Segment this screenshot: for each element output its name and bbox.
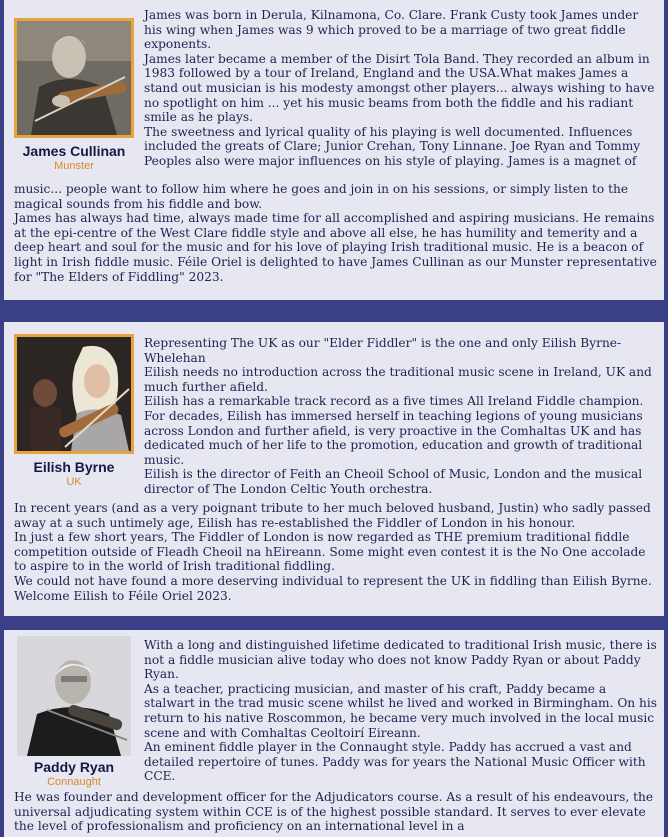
portrait-image [17, 636, 131, 756]
musician-panel-james [4, 0, 664, 300]
bio-paragraph: James has always had time, always made time for all accomplished and aspiring musicians. He remains at the epi-centre of the West Clare fiddle style and above all else, he has humility and temerity and a deep heart and soul for the music and for his love of playing Irish traditional music. He is a beacon of light in Irish fiddle music. Féile Oriel is delighted to have James Cullinan as our Munster representative for "The Elders of Fiddling" 2023. [14, 211, 657, 284]
bio-paragraph: He was founder and development officer for the Adjudicators course. As a result of his endeavours, the universal adjudicating system within CCE is of the highest possible standard. It serves to ever elevate the level of professionalism and proficiency on an international level in a [14, 790, 654, 834]
bio-paragraph: James was born in Derula, Kilnamona, Co. Clare. Frank Custy took James under his wing when James was 9 which proved to be a marriage of two great fiddle exponents. [144, 8, 639, 52]
bio-paragraph: As a teacher, practicing musician, and master of his craft, Paddy became a stalwart in the trad music scene whilst he lived and worked in Birmingham. On his return to his native Roscommon, he became very much involved in the local music scene and with Comhaltas Ceoltoirí Eireann. [144, 681, 658, 740]
bio-paragraph: We could not have found a more deserving individual to represent the UK in fiddling than Eilish Byrne. Welcome Eilish to Féile Oriel 2023. [14, 573, 652, 603]
bio-paragraph: James later became a member of the Disirt Tola Band. They recorded an album in 1983 followed by a tour of Ireland, England and the USA.What makes James a stand out musician is his modesty amongst other players... always wishing to have no spotlight on him ... yet his music beams from both the fiddle and his radiant smile as he plays. [144, 51, 655, 125]
bio-text-wrapped [144, 336, 658, 497]
portrait-photo [17, 636, 131, 756]
musician-name: James Cullinan [22, 143, 126, 159]
portrait-image [17, 21, 131, 135]
bio-text-wrapped [144, 638, 658, 784]
profile-block [14, 636, 134, 788]
bio-paragraph: Eilish is the director of Feith an Cheoil School of Music, London and the musical director of The London Celtic Youth orchestra. [144, 467, 643, 496]
profile-block [14, 334, 134, 488]
portrait-image [17, 337, 131, 451]
profile-block [14, 18, 134, 172]
bio-paragraph: In just a few short years, The Fiddler of London is now regarded as THE premium traditional fiddle competition outside of Fleadh Cheoil na hEireann. Some might even contest it is the No One accolade to aspire to in the world of Irish traditional fiddling. [14, 530, 646, 574]
bio-text-full [14, 182, 658, 284]
musician-name: Eilish Byrne [33, 459, 115, 475]
portrait-photo [14, 334, 134, 454]
bio-paragraph: The sweetness and lyrical quality of his playing is well documented. Influences included the greats of Clare; Junior Crehan, Tony Linnane. Joe Ryan and Tommy Peoples also were major influences on his style of playing. James is a magnet of [144, 124, 641, 168]
portrait-photo [14, 18, 134, 138]
musician-panel-eilish [4, 322, 664, 616]
bio-paragraph: Eilish needs no introduction across the traditional music scene in Ireland, UK and much further afield. [144, 365, 652, 394]
bio-paragraph: In recent years (and as a very poignant tribute to her much beloved husband, Justin) who sadly passed away at a such untimely age, Eilish has re-established the Fiddler of London in his honour. [14, 501, 651, 530]
musician-region: UK [66, 476, 82, 488]
musician-panel-paddy [4, 630, 664, 837]
bio-paragraph: An eminent fiddle player in the Connaught style. Paddy has accrued a vast and detailed repertoire of tunes. Paddy was for years the National Music Officer with CCE. [144, 740, 646, 784]
bio-paragraph: Representing The UK as our "Elder Fiddler" is the one and only Eilish Byrne-Whelehan [144, 336, 622, 365]
bio-text-wrapped [144, 8, 658, 169]
musician-region: Munster [54, 160, 94, 172]
bio-text-full [14, 790, 658, 834]
musician-name: Paddy Ryan [33, 759, 115, 775]
bio-paragraph: music... people want to follow him where he goes and join in on his sessions, or simply listen to the magical sounds from his fiddle and bow. [14, 182, 629, 211]
bio-paragraph: Eilish has a remarkable track record as a five times All Ireland Fiddle champion. For decades, Eilish has immersed herself in teaching legions of young musicians across London and further afield, is very proactive in the Comhaltas UK and has dedicated much of her life to the promotion, education and growth of traditional music. [144, 394, 644, 467]
bio-text-full [14, 501, 658, 603]
musician-region: Connaught [47, 776, 101, 788]
bio-paragraph: With a long and distinguished lifetime dedicated to traditional Irish music, there is not a fiddle musician alive today who does not know Paddy Ryan or about Paddy Ryan. [144, 638, 657, 682]
